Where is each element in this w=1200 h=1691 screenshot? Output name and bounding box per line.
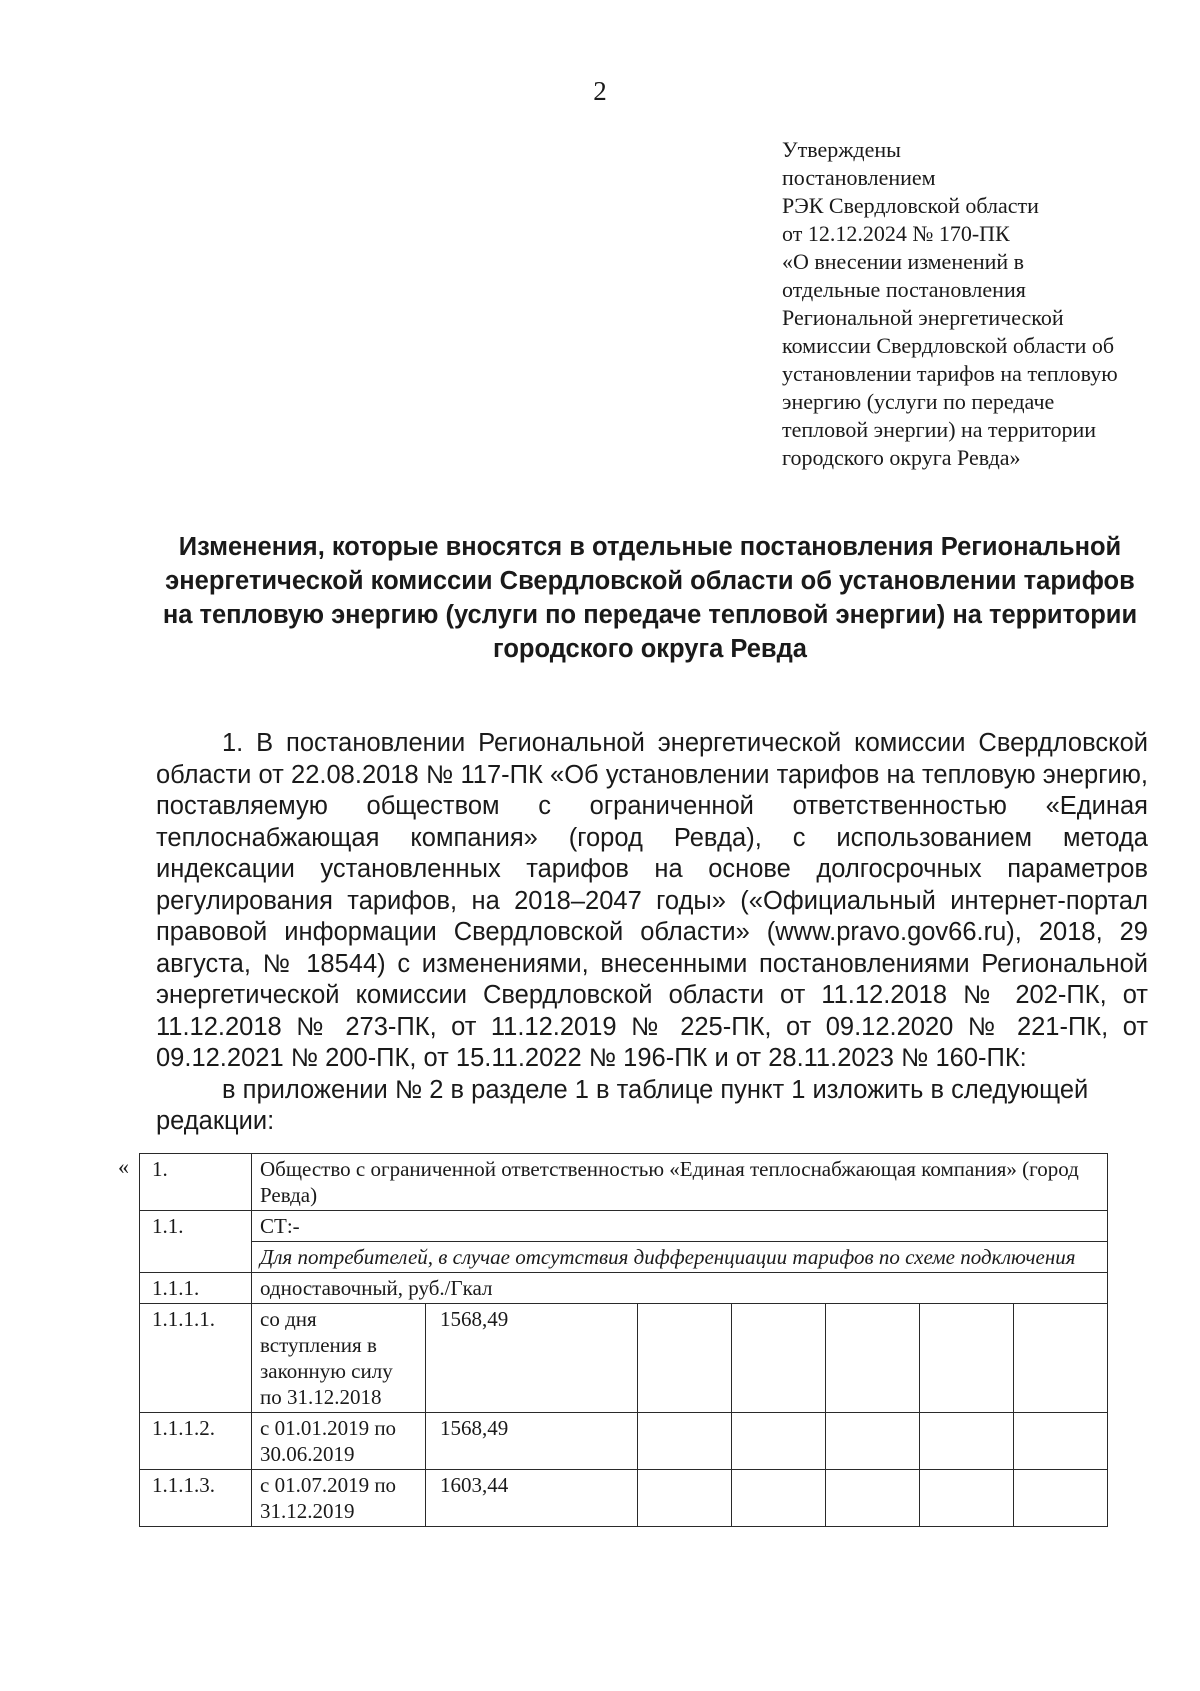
approval-line: РЭК Свердловской области xyxy=(782,193,1039,218)
approval-line: Региональной энергетической xyxy=(782,305,1064,330)
tariff-value: 1568,49 xyxy=(426,1304,638,1413)
approval-line: установлении тарифов на тепловую xyxy=(782,361,1118,386)
empty-cell xyxy=(732,1413,826,1470)
empty-cell xyxy=(920,1413,1014,1470)
row-code: 1.1.1.3. xyxy=(140,1470,252,1527)
approval-line: тепловой энергии) на территории xyxy=(782,417,1097,442)
approval-line: от 12.12.2024 № 170-ПК xyxy=(782,221,1010,246)
period-cell: с 01.01.2019 по 30.06.2019 xyxy=(252,1413,426,1470)
paragraph-amendment: 1. В постановлении Региональной энергетической комиссии Свердловской области от 22.08.2018 № 117-ПК «Об установлении тарифов на тепловую энергию, поставляемую обществом с ограниченной ответственностью «Единая теплоснабжающая компания» (город Ревда), с использованием метода индексации установленных тарифов на основе долгосрочных параметров регулирования тарифов, на 2018–2047 годы» («Официальный интернет-портал правовой информации Свердловской области» (www.pravo.gov66.ru), 2018, 29 августа, № 18544) с изменениями, внесенными постановлениями Региональной энергетической комиссии Свердловской области от 11.12.2018 № 202-ПК, от 11.12.2018 № 273-ПК, от 11.12.2019 № 225-ПК, от 09.12.2020 № 221-ПК, от 09.12.2021 № 200-ПК, от 15.11.2022 № 196-ПК и от 28.11.2023 № 160-ПК: xyxy=(156,729,1148,1072)
organization-name: Общество с ограниченной ответственностью «Единая теплоснабжающая компания» (город Ревда) xyxy=(252,1154,1108,1211)
empty-cell xyxy=(1014,1413,1108,1470)
approval-line: «О внесении изменений в xyxy=(782,249,1025,274)
heading-line: на тепловую энергию (услуги по передаче тепловой энергии) на территории xyxy=(162,601,1138,629)
tariff-value: 1568,49 xyxy=(426,1413,638,1470)
empty-cell xyxy=(1014,1470,1108,1527)
empty-cell xyxy=(1014,1304,1108,1413)
paragraph-instruction: в приложении № 2 в разделе 1 в таблице пункт 1 изложить в следующей xyxy=(222,1075,1089,1104)
table-row xyxy=(140,1211,1108,1242)
empty-cell xyxy=(920,1470,1014,1527)
document-heading xyxy=(150,530,1150,666)
table-row xyxy=(140,1242,1108,1273)
approval-line: постановлением xyxy=(782,165,936,190)
heading-line: городского округа Ревда xyxy=(493,635,807,663)
empty-cell xyxy=(638,1413,732,1470)
consumer-note: Для потребителей, в случае отсутствия дифференциации тарифов по схеме подключения xyxy=(252,1242,1108,1273)
table-row xyxy=(140,1273,1108,1304)
tariff-system: СТ:- xyxy=(252,1211,1108,1242)
empty-cell xyxy=(638,1304,732,1413)
empty-cell xyxy=(826,1304,920,1413)
empty-cell xyxy=(920,1304,1014,1413)
approval-line: отдельные постановления xyxy=(782,277,1026,302)
approval-line: Утверждены xyxy=(782,137,901,162)
approval-block xyxy=(782,136,1162,472)
heading-line: Изменения, которые вносятся в отдельные постановления Региональной xyxy=(178,533,1122,561)
table-row xyxy=(140,1154,1108,1211)
approval-line: комиссии Свердловской области об xyxy=(782,333,1115,358)
empty-cell xyxy=(638,1470,732,1527)
open-quote: « xyxy=(118,1154,129,1179)
body-text xyxy=(156,728,1148,1138)
empty-cell xyxy=(732,1470,826,1527)
empty-cell xyxy=(732,1304,826,1413)
paragraph-instruction-end: редакции: xyxy=(156,1107,275,1135)
tariff-value: 1603,44 xyxy=(426,1470,638,1527)
table-row xyxy=(140,1413,1108,1470)
table-row xyxy=(140,1470,1108,1527)
row-code: 1.1.1.1. xyxy=(140,1304,252,1413)
tariff-table xyxy=(139,1153,1108,1527)
row-code: 1. xyxy=(140,1154,252,1211)
row-code: 1.1.1.2. xyxy=(140,1413,252,1470)
empty-cell xyxy=(826,1470,920,1527)
tariff-type: одноставочный, руб./Гкал xyxy=(252,1273,1108,1304)
heading-line: энергетической комиссии Свердловской области об установлении тарифов xyxy=(165,567,1135,595)
approval-line: городского округа Ревда» xyxy=(782,445,1021,470)
row-code: 1.1. xyxy=(140,1211,252,1273)
period-cell: с 01.07.2019 по 31.12.2019 xyxy=(252,1470,426,1527)
page-number: 2 xyxy=(593,76,607,106)
period-cell: со дня вступления в законную силу по 31.12.2018 xyxy=(252,1304,426,1413)
approval-line: энергию (услуги по передаче xyxy=(782,389,1055,414)
row-code: 1.1.1. xyxy=(140,1273,252,1304)
table-row xyxy=(140,1304,1108,1413)
empty-cell xyxy=(826,1413,920,1470)
